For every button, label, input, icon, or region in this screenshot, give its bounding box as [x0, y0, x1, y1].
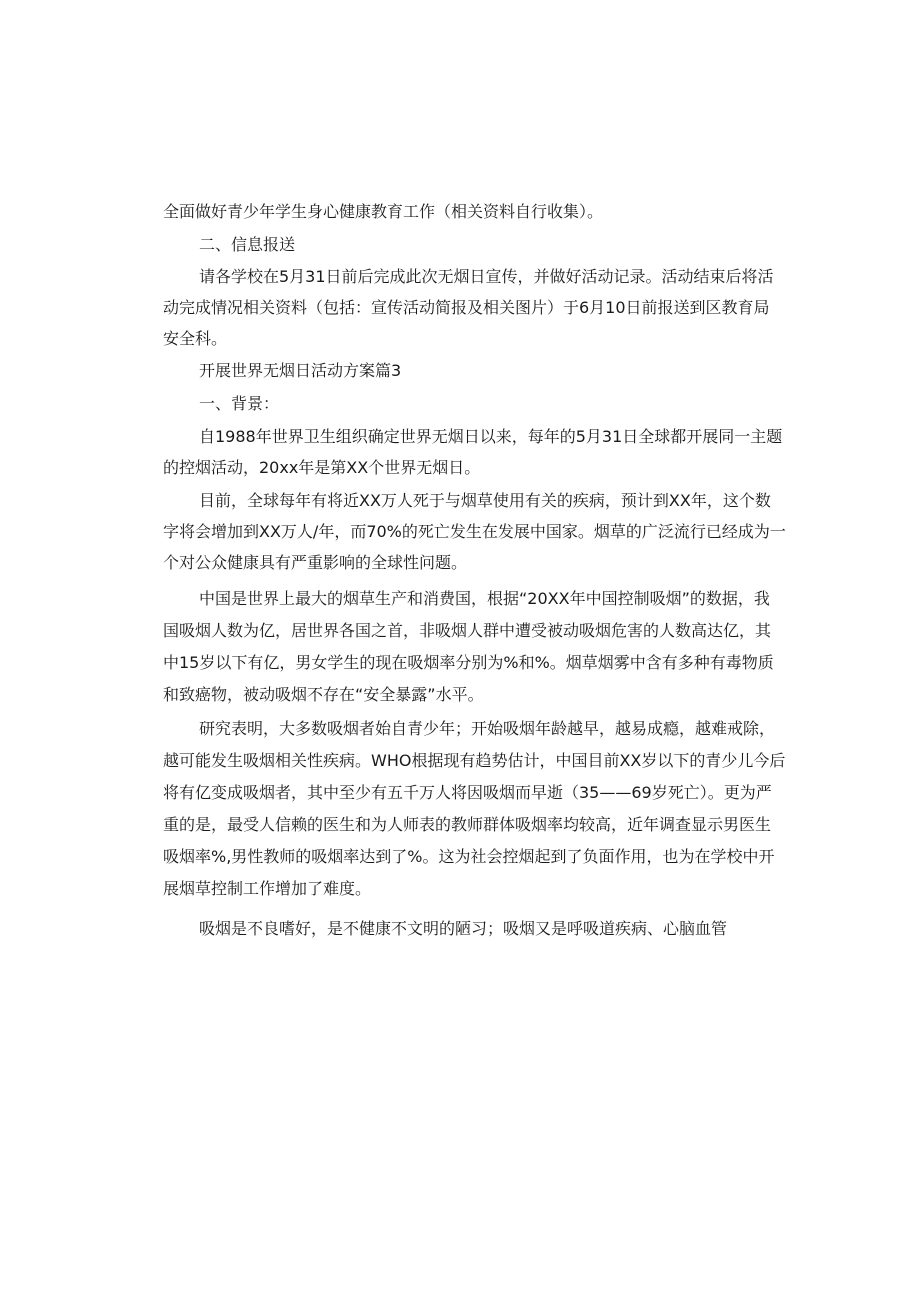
section-heading: 二、信息报送 — [199, 235, 296, 254]
paragraph-line: 安全科。 — [163, 329, 228, 348]
paragraph-line: 展烟草控制工作增加了难度。 — [163, 879, 372, 898]
paragraph-line: 个对公众健康具有严重影响的全球性问题。 — [163, 553, 468, 572]
paragraph-line: 将有亿变成吸烟者，其中至少有五千万人将因吸烟而早逝（35——69岁死亡）。更为严 — [163, 783, 772, 802]
paragraph-line: 动完成情况相关资料（包括：宣传活动简报及相关图片）于6月10日前报送到区教育局 — [163, 298, 770, 317]
paragraph-line: 吸烟是不良嗜好，是不健康不文明的陋习；吸烟又是呼吸道疾病、心脑血管 — [199, 919, 728, 938]
paragraph-line: 国吸烟人数为亿，居世界各国之首，非吸烟人群中遭受被动吸烟危害的人数高达亿，其 — [163, 621, 772, 640]
section-title: 开展世界无烟日活动方案篇3 — [199, 361, 402, 380]
paragraph-line: 全面做好青少年学生身心健康教育工作（相关资料自行收集）。 — [163, 202, 604, 221]
paragraph-line: 研究表明，大多数吸烟者始自青少年；开始吸烟年龄越早，越易成瘾，越难戒除， — [199, 719, 776, 738]
paragraph-line: 吸烟率%,男性教师的吸烟率达到了%。这为社会控烟起到了负面作用，也为在学校中开 — [163, 847, 775, 866]
paragraph-line: 请各学校在5月31日前后完成此次无烟日宣传，并做好活动记录。活动结束后将活 — [199, 267, 774, 286]
paragraph-line: 中15岁以下有亿，男女学生的现在吸烟率分别为%和%。烟草烟雾中含有多种有毒物质 — [163, 653, 774, 672]
paragraph-line: 的控烟活动，20xx年是第XX个世界无烟日。 — [163, 458, 481, 477]
paragraph-line: 自1988年世界卫生组织确定世界无烟日以来，每年的5月31日全球都开展同一主题 — [199, 427, 783, 446]
paragraph-line: 和致癌物，被动吸烟不存在“安全暴露”水平。 — [163, 685, 484, 704]
paragraph-line: 中国是世界上最大的烟草生产和消费国，根据“20XX年中国控制吸烟”的数据，我 — [199, 589, 770, 608]
paragraph-line: 目前，全球每年有将近XX万人死于与烟草使用有关的疾病，预计到XX年，这个数 — [199, 491, 771, 510]
section-heading: 一、背景： — [199, 394, 280, 413]
paragraph-line: 字将会增加到XX万人/年，而70%的死亡发生在发展中国家。烟草的广泛流行已经成为一 — [163, 522, 786, 541]
paragraph-line: 重的是，最受人信赖的医生和为人师表的教师群体吸烟率均较高，近年调查显示男医生 — [163, 815, 772, 834]
paragraph-line: 越可能发生吸烟相关性疾病。WHO根据现有趋势估计，中国目前XX岁以下的青少儿今后 — [163, 751, 786, 770]
